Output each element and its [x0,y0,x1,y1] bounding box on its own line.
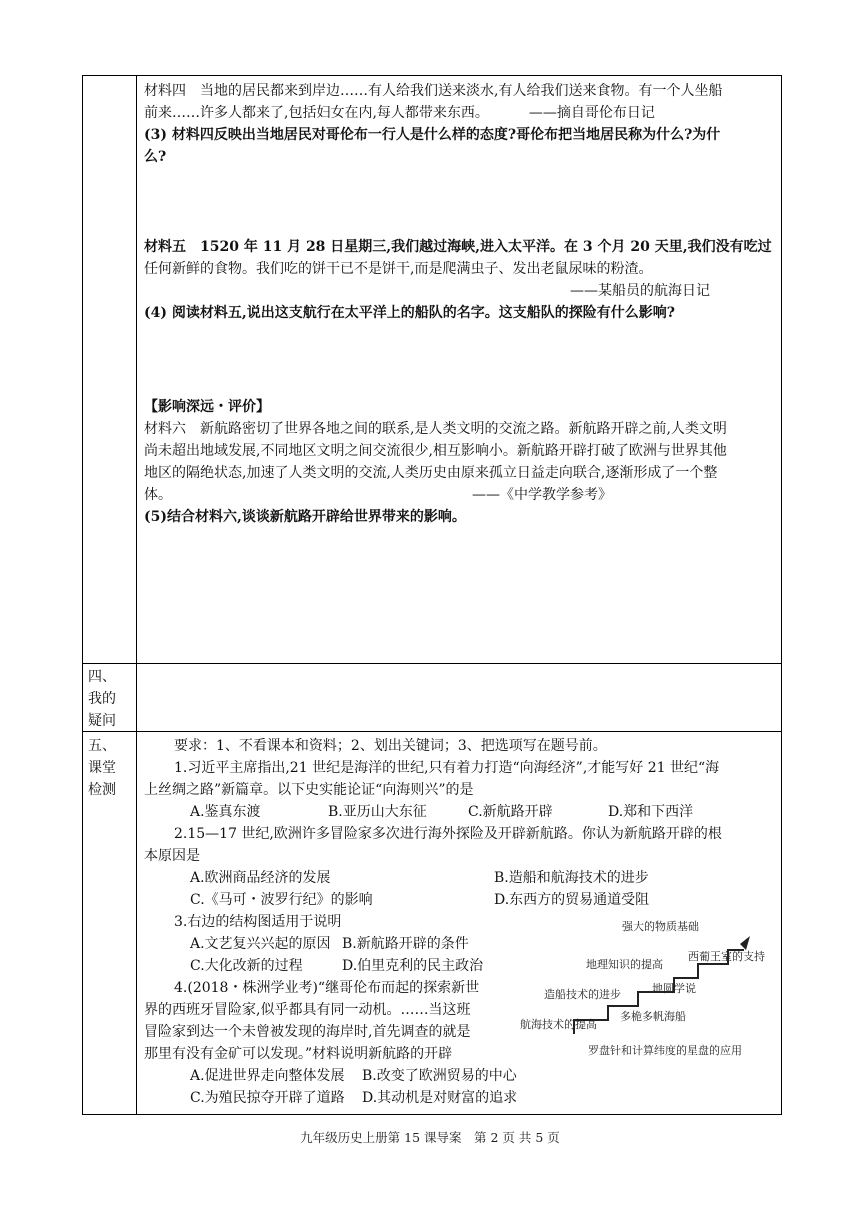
diagram-label-compass-astrolabe: 罗盘针和计算纬度的星盘的应用 [588,1044,742,1057]
question-3-line-1: (3) 材料四反映出当地居民对哥伦布一行人是什么样的态度?哥伦布把当地居民称为什么?为什 [144,127,721,143]
quiz-q3-option-c[interactable]: C.大化改新的过程 [190,958,303,974]
section-four-label-line-3: 疑问 [88,713,116,729]
quiz-q1-option-a[interactable]: A.鉴真东渡 [190,804,261,820]
question-3-line-2: 么? [144,149,167,165]
quiz-q4-options-row-1 [144,1065,722,1087]
diagram-label-material-base: 强大的物质基础 [622,920,699,933]
quiz-q1-line-1: 1.习近平主席指出,21 世纪是海洋的世纪,只有着力打造“向海经济”,才能写好 21 世纪“海 [174,760,720,776]
quiz-q2-option-b[interactable]: B.造船和航海技术的进步 [494,870,649,886]
quiz-q3-option-a[interactable]: A.文艺复兴兴起的原因 [190,936,331,952]
diagram-label-geo-knowledge: 地理知识的提高 [586,958,663,971]
table-border-right [781,75,782,1115]
section-four-label [88,666,128,732]
quiz-q1-option-b[interactable]: B.亚历山大东征 [328,804,427,820]
section-four-label-line-1: 四、 [88,669,116,685]
structure-diagram [516,920,778,1060]
quiz-q4-options-row-2 [144,1087,722,1109]
material-five-source: ——某船员的航海日记 [570,283,710,299]
material-four-line-2: 前来……许多人都来了,包括妇女在内,每人都带来东西。 ——摘自哥伦布日记 [144,102,722,124]
quiz-q1-option-d[interactable]: D.郑和下西洋 [608,804,694,820]
diagram-label-shipbuilding: 造船技术的进步 [544,988,621,1001]
diagram-label-navigation-tech: 航海技术的提高 [520,1018,597,1031]
quiz-q3-option-b[interactable]: B.新航路开辟的条件 [342,936,469,952]
material-six-block [144,396,727,528]
diagram-label-round-earth: 地圆学说 [652,982,696,995]
row-divider-1 [82,663,782,664]
page-footer: 九年级历史上册第 15 课导案 第 2 页 共 5 页 [300,1130,560,1145]
quiz-q4-option-c[interactable]: C.为殖民掠夺开辟了道路 [190,1090,345,1106]
section-five-label [88,735,128,801]
quiz-q3-option-d[interactable]: D.伯里克利的民主政治 [342,958,484,974]
quiz-q4-option-a[interactable]: A.促进世界走向整体发展 [190,1068,345,1084]
question-5: (5)结合材料六,谈谈新航路开辟给世界带来的影响。 [144,509,466,525]
material-six-line-2: 尚未超出地域发展,不同地区文明之间交流很少,相互影响小。新航路开辟打破了欧洲与世界其他 [144,443,727,459]
question-4: (4) 阅读材料五,说出这支航行在太平洋上的船队的名字。这支船队的探险有什么影响? [144,305,675,321]
quiz-q1-line-2: 上丝绸之路”新篇章。以下史实能论证“向海则兴”的是 [144,782,474,798]
material-four-block [144,80,722,168]
quiz-q2-options-row-1 [144,867,722,889]
section-five-label-line-1: 五、 [88,738,116,754]
quiz-q2-line-1: 2.15—17 世纪,欧洲许多冒险家多次进行海外探险及开辟新航路。你认为新航路开辟的根 [174,826,722,842]
quiz-q2-line-2: 本原因是 [144,848,200,864]
material-six-source: ——《中学教学参考》 [472,487,612,503]
table-border-top [82,75,782,76]
quiz-q4-line-4: 那里有没有金矿可以发现。”材料说明新航路的开辟 [144,1046,453,1062]
material-six-line-1: 材料六 新航路密切了世界各地之间的联系,是人类文明的交流之路。新航路开辟之前,人类文明 [144,421,727,437]
section-five-label-line-3: 检测 [88,782,116,798]
quiz-q1-option-c[interactable]: C.新航路开辟 [468,804,553,820]
section-five-label-line-2: 课堂 [88,760,116,776]
material-five-line-1: 材料五 1520 年 11 月 28 日星期三,我们越过海峡,进入太平洋。在 3 个月 20 天里,我们没有吃过 [144,239,772,255]
quiz-requirement: 要求：1、不看课本和资料；2、划出关键词；3、把选项写在题号前。 [174,738,607,754]
quiz-q2-option-a[interactable]: A.欧洲商品经济的发展 [190,870,331,886]
quiz-q2-options-row-2 [144,889,722,911]
quiz-q2-option-d[interactable]: D.东西方的贸易通道受阻 [494,892,650,908]
evaluation-heading: 【影响深远・评价】 [144,399,270,415]
quiz-q4-line-3: 冒险家到达一个未曾被发现的海岸时,首先调查的就是 [144,1024,471,1040]
table-column-divider [136,75,137,1115]
quiz-q4-option-b[interactable]: B.改变了欧洲贸易的中心 [362,1068,517,1084]
material-four-line-1: 材料四 当地的居民都来到岸边……有人给我们送来淡水,有人给我们送来食物。有一个人坐船 [144,83,723,99]
material-five-line-2: 任何新鲜的食物。我们吃的饼干已不是饼干,而是爬满虫子、发出老鼠尿味的粉渣。 [144,261,653,277]
material-six-line-3: 地区的隔绝状态,加速了人类文明的交流,人类历史由原来孤立日益走向联合,逐渐形成了一个整 [144,465,718,481]
table-border-bottom [82,1114,782,1115]
quiz-q3-line-1: 3.右边的结构图适用于说明 [174,914,342,930]
table-border-left [82,75,83,1115]
quiz-q4-option-d[interactable]: D.其动机是对财富的追求 [362,1090,518,1106]
row-divider-2 [82,731,782,732]
quiz-q1-options [144,801,722,823]
material-four-source: ——摘自哥伦布日记 [528,105,655,121]
quiz-q4-line-2: 界的西班牙冒险家,似乎都具有同一动机。……当这班 [144,1002,471,1018]
material-five-block [144,236,772,324]
quiz-q2-option-c[interactable]: C.《马可・波罗行纪》的影响 [190,892,373,908]
diagram-label-multi-mast-ships: 多桅多帆海船 [620,1010,686,1023]
quiz-q4-line-1: 4.(2018・株洲学业考)“继哥伦布而起的探索新世 [174,980,480,996]
diagram-label-royal-support: 西葡王室的支持 [688,950,765,963]
material-six-line-4: 体。 ——《中学教学参考》 [144,484,727,506]
section-four-label-line-2: 我的 [88,691,116,707]
